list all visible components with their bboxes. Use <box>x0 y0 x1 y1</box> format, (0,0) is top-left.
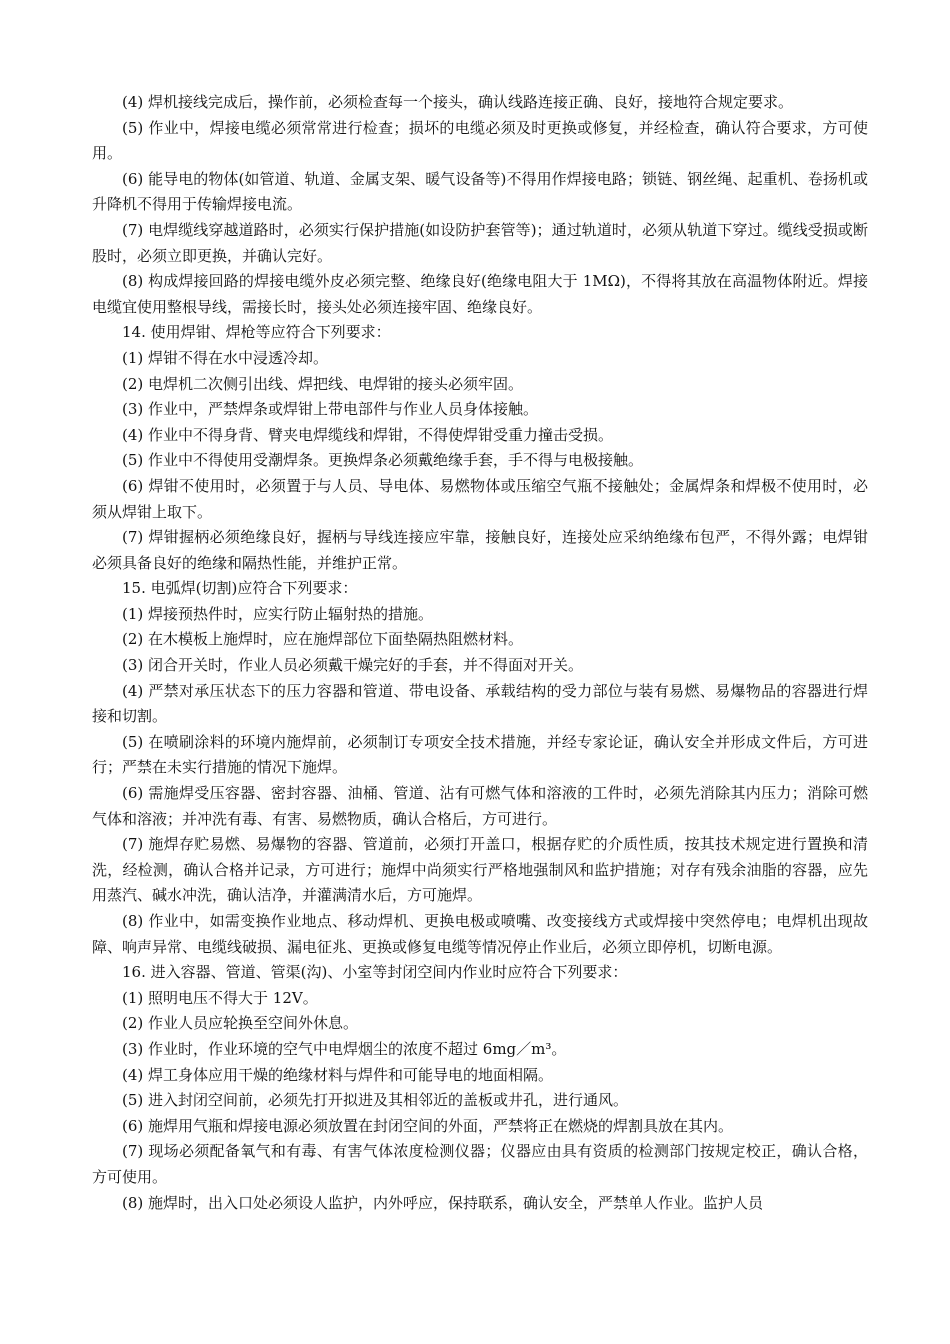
paragraph: (3) 作业中，严禁焊条或焊钳上带电部件与作业人员身体接触。 <box>122 400 539 419</box>
paragraph: (1) 焊钳不得在水中浸透冷却。 <box>122 348 329 367</box>
paragraph: (6) 需施焊受压容器、密封容器、油桶、管道、沾有可燃气体和溶液的工件时，必须先消除其内压力；消除可燃气体和溶液；并冲洗有毒、有害、易燃物质，确认合格后，方可进行。 <box>92 784 868 828</box>
document-page <box>92 90 868 1216</box>
section-heading: 15. 电弧焊(切割)应符合下列要求： <box>122 579 358 598</box>
paragraph: (7) 电焊缆线穿越道路时，必须实行保护措施(如设防护套管等)；通过轨道时，必须从轨道下穿过。缆线受损或断股时，必须立即更换，并确认完好。 <box>92 220 868 265</box>
paragraph: (8) 构成焊接回路的焊接电缆外皮必须完整、绝缘良好(绝缘电阻大于 1MΩ)，不得将其放在高温物体附近。焊接电缆宜使用整根导线，需接长时，接头处必须连接牢固、绝缘良好。 <box>92 272 868 316</box>
paragraph: (1) 照明电压不得大于 12V。 <box>122 988 318 1007</box>
paragraph: (3) 闭合开关时，作业人员必须戴干燥完好的手套，并不得面对开关。 <box>122 656 584 675</box>
paragraph: (2) 在木模板上施焊时，应在施焊部位下面垫隔热阻燃材料。 <box>122 630 524 649</box>
paragraph: (7) 焊钳握柄必须绝缘良好，握柄与导线连接应牢靠，接触良好，连接处应采纳绝缘布包严，不得外露；电焊钳必须具备良好的绝缘和隔热性能，并维护正常。 <box>92 528 868 572</box>
paragraph: (2) 电焊机二次侧引出线、焊把线、电焊钳的接头必须牢固。 <box>122 374 524 393</box>
paragraph: (5) 作业中，焊接电缆必须常常进行检查；损坏的电缆必须及时更换或修复，并经检查，确认符合要求，方可使用。 <box>92 118 868 163</box>
paragraph: (5) 作业中不得使用受潮焊条。更换焊条必须戴绝缘手套，手不得与电极接触。 <box>122 451 644 470</box>
paragraph: (7) 施焊存贮易燃、易爆物的容器、管道前，必须打开盖口，根据存贮的介质性质，按其技术规定进行置换和清洗，经检测，确认合格并记录，方可进行；施焊中尚须实行严格地强制风和监护措施；对存有残余油脂的容器，应先用蒸汽、碱水冲洗，确认洁净，并灌满清水后，方可施焊。 <box>92 835 868 905</box>
paragraph: (4) 作业中不得身背、臂夹电焊缆线和焊钳，不得使焊钳受重力撞击受损。 <box>122 425 614 444</box>
paragraph: (5) 进入封闭空间前，必须先打开拟进及其相邻近的盖板或井孔，进行通风。 <box>122 1091 629 1110</box>
section-heading: 14. 使用焊钳、焊枪等应符合下列要求： <box>122 323 391 342</box>
paragraph: (6) 焊钳不使用时，必须置于与人员、导电体、易燃物体或压缩空气瓶不接触处；金属焊条和焊极不使用时，必须从焊钳上取下。 <box>92 476 868 521</box>
paragraph: (4) 焊工身体应用干燥的绝缘材料与焊件和可能导电的地面相隔。 <box>122 1065 554 1084</box>
paragraph: (3) 作业时，作业环境的空气中电焊烟尘的浓度不超过 6mg／m³。 <box>122 1039 567 1058</box>
paragraph: (4) 焊机接线完成后，操作前，必须检查每一个接头，确认线路连接正确、良好，接地符合规定要求。 <box>122 93 794 111</box>
section-heading: 16. 进入容器、管道、管渠(沟)、小室等封闭空间内作业时应符合下列要求： <box>122 963 628 982</box>
paragraph: (1) 焊接预热件时，应实行防止辐射热的措施。 <box>122 604 434 623</box>
paragraph: (4) 严禁对承压状态下的压力容器和管道、带电设备、承载结构的受力部位与装有易燃、易爆物品的容器进行焊接和切割。 <box>92 681 868 726</box>
paragraph: (2) 作业人员应轮换至空间外休息。 <box>122 1014 359 1033</box>
paragraph: (7) 现场必须配备氧气和有毒、有害气体浓度检测仪器；仪器应由具有资质的检测部门按规定校正，确认合格，方可使用。 <box>92 1142 868 1186</box>
paragraph: (8) 作业中，如需变换作业地点、移动焊机、更换电极或喷嘴、改变接线方式或焊接中突然停电；电焊机出现故障、响声异常、电缆线破损、漏电征兆、更换或修复电缆等情况停止作业后，必须立即停机，切断电源。 <box>92 912 868 956</box>
paragraph: (6) 施焊用气瓶和焊接电源必须放置在封闭空间的外面，严禁将正在燃烧的焊割具放在其内。 <box>122 1116 734 1135</box>
paragraph: (5) 在喷刷涂料的环境内施焊前，必须制订专项安全技术措施，并经专家论证，确认安全并形成文件后，方可进行；严禁在未实行措施的情况下施焊。 <box>92 732 868 777</box>
paragraph: (6) 能导电的物体(如管道、轨道、金属支架、暖气设备等)不得用作焊接电路；锁链、钢丝绳、起重机、卷扬机或升降机不得用于传输焊接电流。 <box>92 169 868 214</box>
paragraph: (8) 施焊时，出入口处必须设人监护，内外呼应，保持联系，确认安全，严禁单人作业。监护人员 <box>122 1193 764 1212</box>
